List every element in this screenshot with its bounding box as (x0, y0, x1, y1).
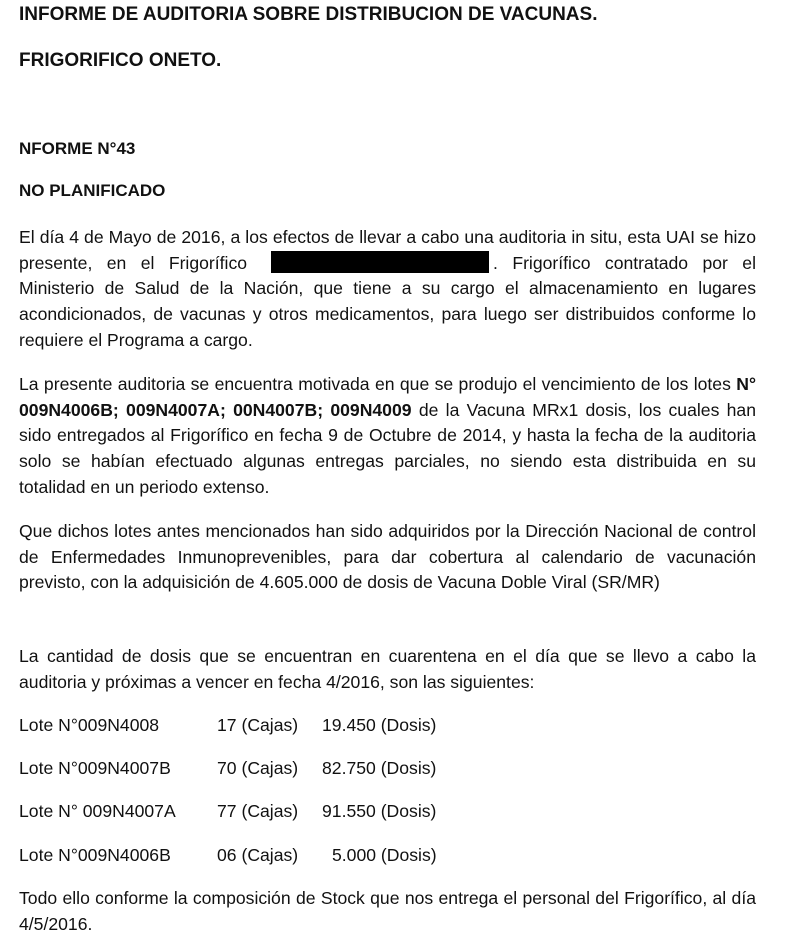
report-number: NFORME N°43 (19, 139, 136, 158)
paragraph-visit-text-1: El día 4 de Mayo de 2016, a los efectos de llevar a cabo una auditoria in situ, esta UAI se hizo presente, en el Frigorífico (19, 227, 756, 273)
lot-boxes: 17 (Cajas) (217, 715, 299, 735)
paragraph-motivation (19, 372, 756, 501)
lot-number: Lote N° 009N4007A (19, 801, 176, 821)
document-subtitle: FRIGORIFICO ONETO. (19, 50, 222, 71)
report-type: NO PLANIFICADO (19, 181, 166, 200)
paragraph-visit (19, 225, 756, 354)
paragraph-visit-text-2: . Frigorífico contratado por el Ministerio de Salud de la Nación, que tiene a su cargo el almacenamiento en lugares acondicionados, de vacunas y otros medicamentos, para luego ser distribuidos conforme lo requiere el Programa a cargo. (19, 252, 756, 350)
lot-doses: 91.550 (Dosis) (322, 801, 437, 821)
document-title: INFORME DE AUDITORIA SOBRE DISTRIBUCION DE VACUNAS. (19, 4, 598, 25)
lot-boxes: 77 (Cajas) (217, 801, 299, 821)
lot-doses: 19.450 (Dosis) (322, 715, 437, 735)
lot-doses: 82.750 (Dosis) (322, 758, 437, 778)
expired-lots: N° 009N4006B; 009N4007A; 00N4007B; 009N4009 (19, 374, 756, 420)
lot-boxes: 70 (Cajas) (217, 758, 299, 778)
lot-doses: 5.000 (Dosis) (332, 845, 437, 865)
paragraph-stock: Todo ello conforme la composición de Stock que nos entrega el personal del Frigorífico, al día 4/5/2016. (19, 888, 756, 934)
paragraph-motivation-text-1: La presente auditoria se encuentra motivada en que se produjo el vencimiento de los lotes (19, 374, 731, 394)
lot-number: Lote N°009N4006B (19, 845, 171, 865)
redaction-bar (271, 251, 489, 273)
lot-boxes: 06 (Cajas) (217, 845, 299, 865)
paragraph-quarantine: La cantidad de dosis que se encuentran en cuarentena en el día que se llevo a cabo la auditoria y próximas a vencer en fecha 4/2016, son las siguientes: (19, 646, 756, 692)
lot-number: Lote N°009N4007B (19, 758, 171, 778)
paragraph-motivation-text-2: de la Vacuna MRx1 dosis, los cuales han sido entregados al Frigorífico en fecha 9 de Octubre de 2014, y hasta la fecha de la auditoria solo se habían efectuado algunas entregas parciales, no siendo esta distribuida en su totalidad en un periodo extenso. (19, 399, 757, 497)
paragraph-acquisition: Que dichos lotes antes mencionados han sido adquiridos por la Dirección Nacional de control de Enfermedades Inmunoprevenibles, para dar cobertura al calendario de vacunación previsto, con la adquisición de 4.605.000 de dosis de Vacuna Doble Viral (SR/MR) (19, 521, 756, 593)
lot-number: Lote N°009N4008 (19, 715, 160, 735)
